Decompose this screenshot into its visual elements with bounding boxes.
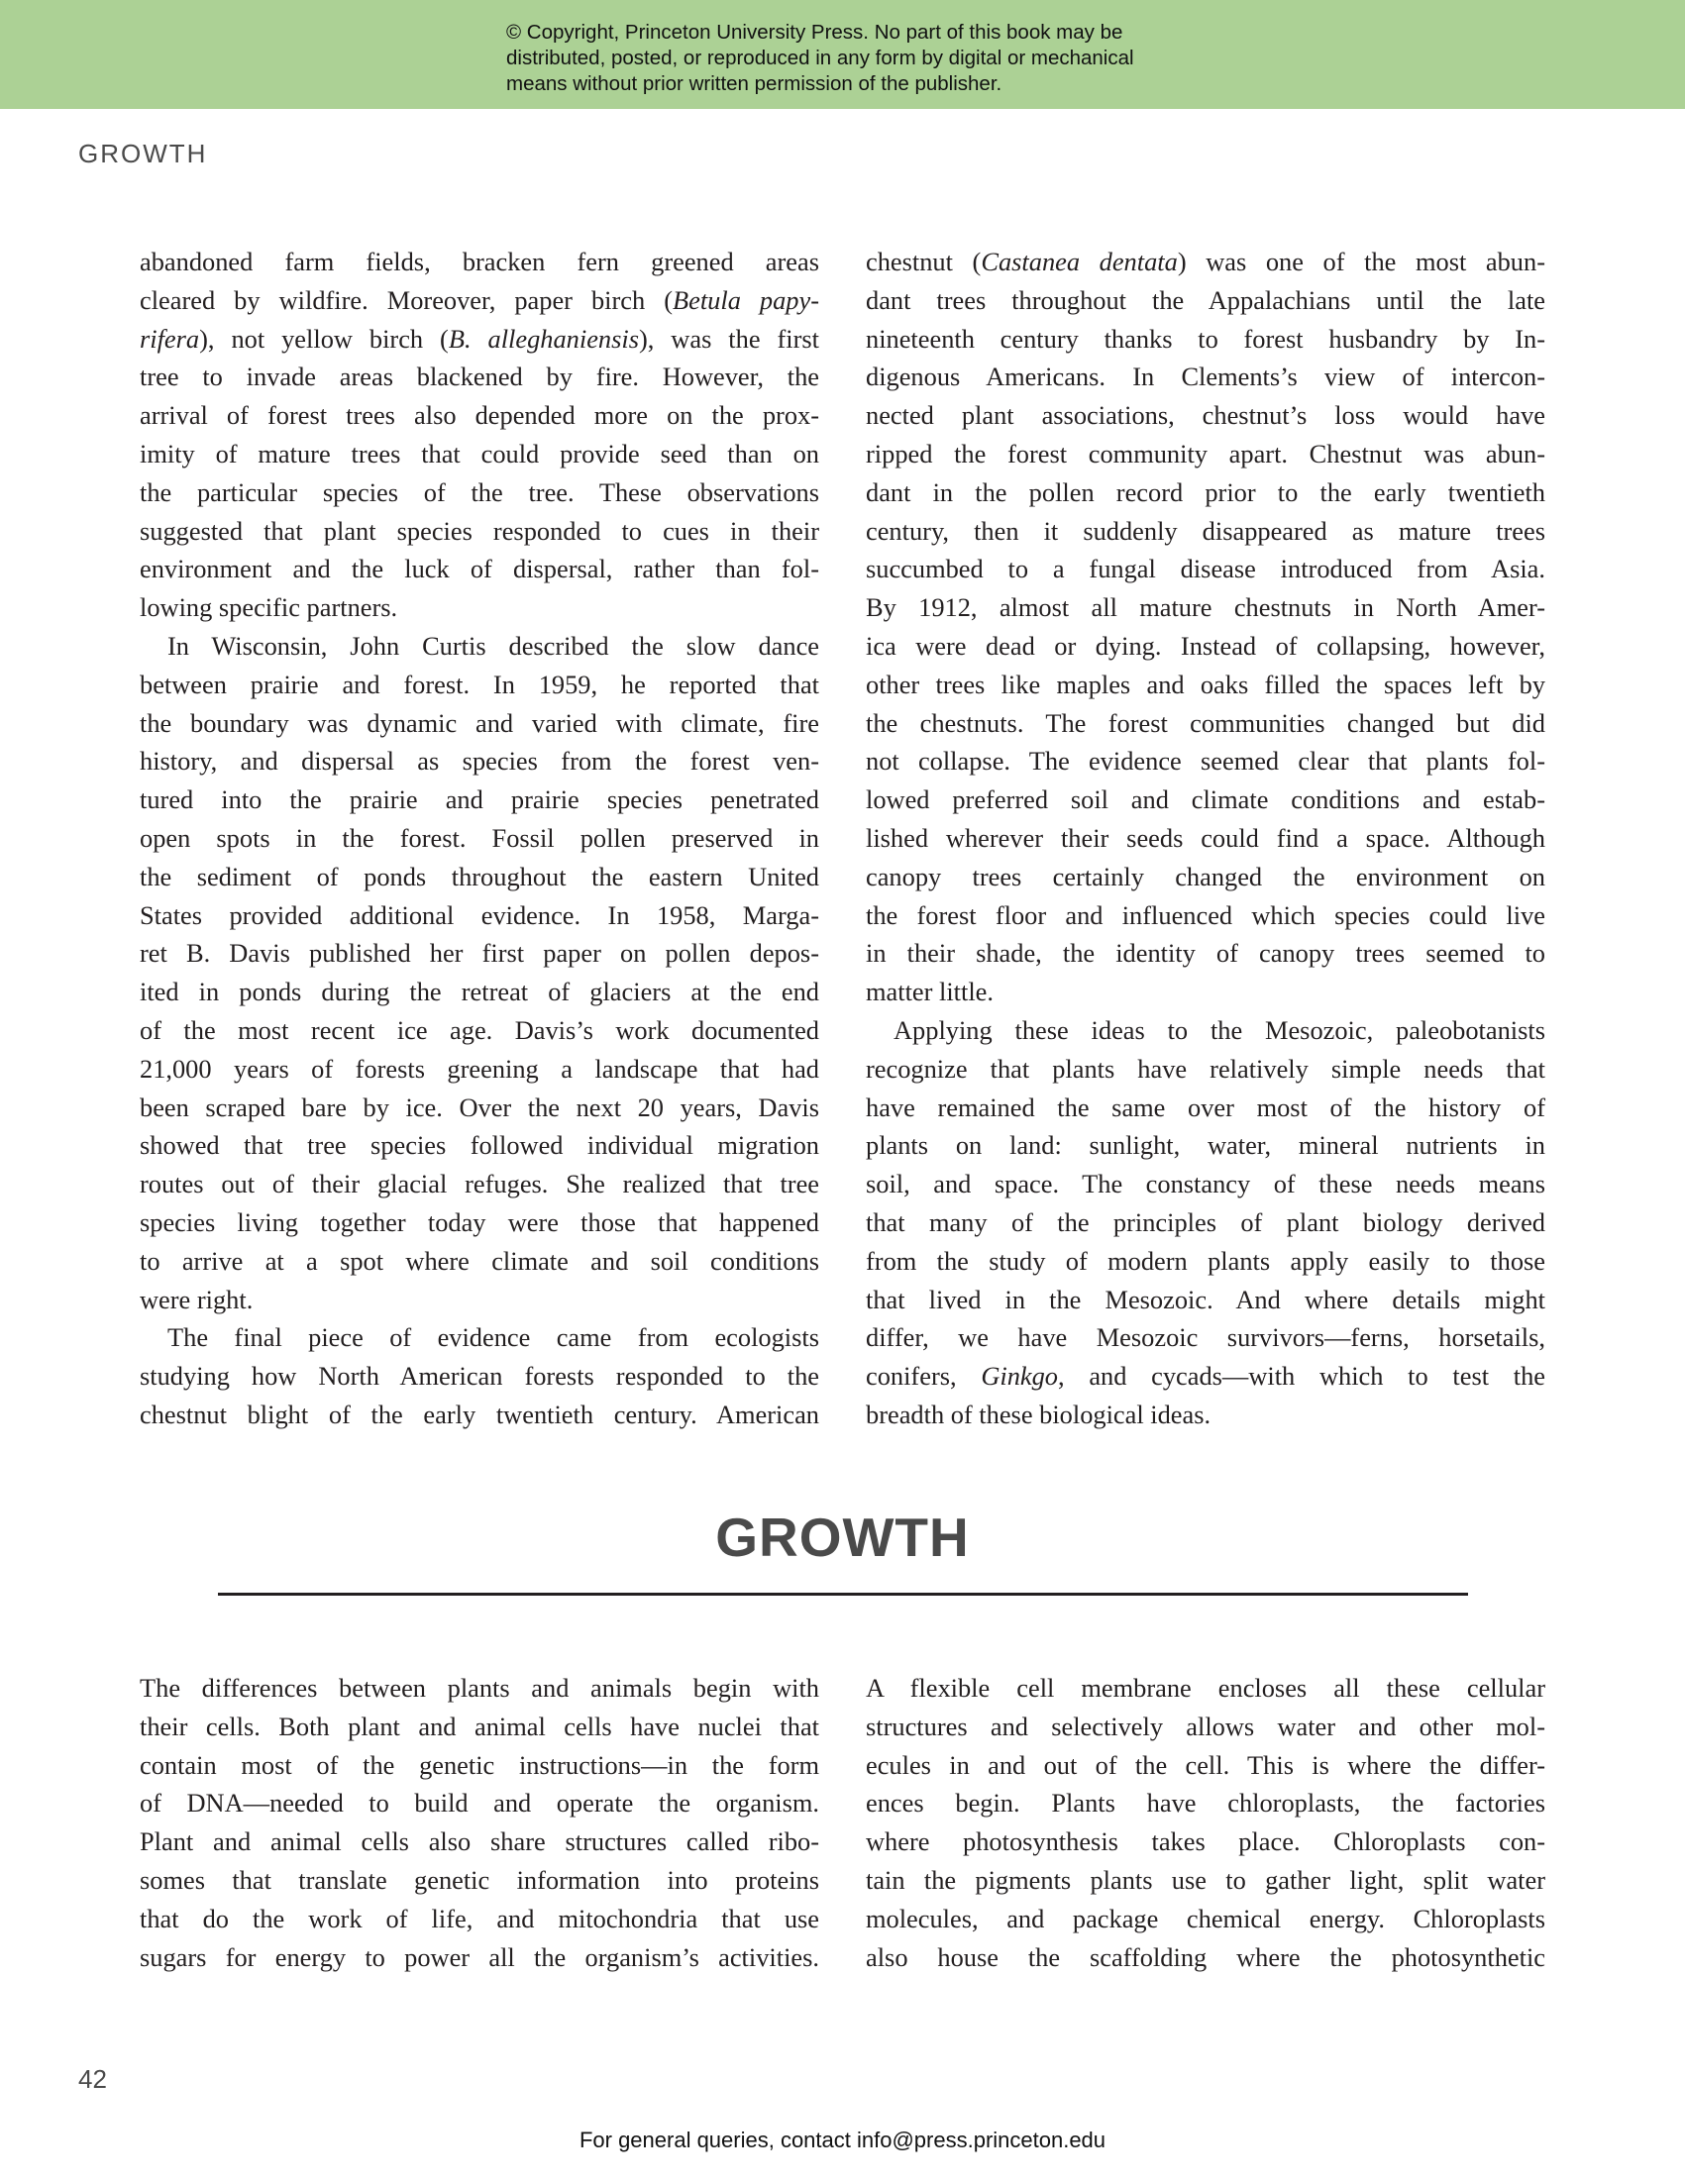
text-line: recognize that plants have relatively simple needs that [866, 1053, 1545, 1084]
text-line: that do the work of life, and mitochondria that use [140, 1903, 819, 1933]
text-line: dant trees throughout the Appalachians until the late [866, 284, 1545, 315]
text-line: plants on land: sunlight, water, mineral nutrients in [866, 1130, 1545, 1161]
paragraph [866, 243, 1545, 1011]
text-line: also house the scaffolding where the photosynthetic [866, 1941, 1545, 1972]
footer-contact: For general queries, contact info@press.princeton.edu [579, 2128, 1106, 2152]
species-name: B. alleghaniensis [448, 323, 639, 354]
text-line: between prairie and forest. In 1959, he reported that [140, 669, 819, 699]
text-run: ), was the first [638, 323, 819, 354]
text-line: have remained the same over most of the history of [866, 1092, 1545, 1122]
text-line: digenous Americans. In Clements’s view of intercon- [866, 362, 1545, 392]
text-line: where photosynthesis takes place. Chloroplasts con- [866, 1826, 1545, 1857]
text-line: suggested that plant species responded to cues in their [140, 515, 819, 546]
text-line: were right. [140, 1284, 254, 1314]
text-line: the forest floor and influenced which species could live [866, 899, 1545, 930]
text-line: soil, and space. The constancy of these needs means [866, 1169, 1545, 1199]
text-line: the particular species of the tree. These observations [140, 476, 819, 507]
text-line: structures and selectively allows water and other mol- [866, 1711, 1545, 1741]
text-line: of the most recent ice age. Davis’s work documented [140, 1014, 819, 1045]
paragraph [140, 243, 819, 627]
text-line: sugars for energy to power all the organism’s activities. [140, 1941, 819, 1972]
text-line: Applying these ideas to the Mesozoic, paleobotanists [894, 1014, 1545, 1045]
text-line: ited in ponds during the retreat of glaciers at the end [140, 977, 819, 1007]
text-line: been scraped bare by ice. Over the next 20 years, Davis [140, 1092, 819, 1122]
text-line: A flexible cell membrane encloses all these cellular [866, 1673, 1545, 1703]
text-line: lished wherever their seeds could find a space. Although [866, 822, 1545, 853]
text-line: matter little. [866, 977, 994, 1007]
species-name: Ginkgo [981, 1361, 1059, 1392]
text-line: succumbed to a fungal disease introduced from Asia. [866, 554, 1545, 584]
text-line: the sediment of ponds throughout the eastern United [140, 861, 819, 891]
copyright-line: © Copyright, Princeton University Press. No part of this book may be [506, 21, 1123, 44]
text-line: in their shade, the identity of canopy trees seemed to [866, 938, 1545, 969]
species-name: rifera [140, 323, 200, 354]
section-divider [218, 1593, 1468, 1596]
upper-right-column [866, 243, 1545, 1434]
text-line: contain most of the genetic instructions—in the form [140, 1749, 819, 1780]
text-line: ripped the forest community apart. Chestnut was abun- [866, 438, 1545, 468]
text-line: differ, we have Mesozoic survivors—ferns, horsetails, [866, 1322, 1545, 1353]
lower-left-column [140, 1669, 819, 1976]
text-line: The differences between plants and animals begin with [140, 1673, 819, 1703]
text-line: lowing specific partners. [140, 592, 398, 623]
paragraph [866, 1669, 1545, 1976]
text-line: ica were dead or dying. Instead of collapsing, however, [866, 630, 1545, 661]
text-line: lowed preferred soil and climate conditions and estab- [866, 784, 1545, 815]
text-line: nineteenth century thanks to forest husbandry by In- [866, 323, 1545, 354]
text-line: tured into the prairie and prairie species penetrated [140, 784, 819, 815]
text-line: the chestnuts. The forest communities changed but did [866, 707, 1545, 738]
text-line: studying how North American forests responded to the [140, 1361, 819, 1392]
text-run: ), not yellow birch ( [199, 323, 449, 354]
running-head: GROWTH [78, 139, 208, 168]
text-line: tain the pigments plants use to gather light, split water [866, 1864, 1545, 1895]
paragraph [866, 1011, 1545, 1434]
copyright-line: means without prior written permission of the publisher. [506, 72, 1002, 95]
upper-left-column [140, 243, 819, 1434]
text-line: States provided additional evidence. In 1958, Marga- [140, 899, 819, 930]
text-line: abandoned farm fields, bracken fern greened areas [140, 247, 819, 276]
copyright-notice [506, 20, 1219, 97]
text-line: imity of mature trees that could provide seed than on [140, 438, 819, 468]
text-line: that many of the principles of plant biology derived [866, 1206, 1545, 1237]
text-run: cleared by wildfire. Moreover, paper birch ( [140, 284, 674, 315]
paragraph [140, 1669, 819, 1976]
paragraph [140, 627, 819, 1318]
text-line: By 1912, almost all mature chestnuts in North Amer- [866, 592, 1545, 623]
text-line: environment and the luck of dispersal, rather than fol- [140, 554, 819, 584]
text-line: molecules, and package chemical energy. Chloroplasts [866, 1903, 1545, 1933]
text-line: 21,000 years of forests greening a landscape that had [140, 1053, 819, 1084]
text-line: arrival of forest trees also depended more on the prox- [140, 400, 819, 431]
text-line [140, 320, 819, 359]
text-run: chestnut ( [866, 247, 982, 276]
species-name: Betula papy- [673, 284, 820, 315]
text-line [140, 281, 819, 320]
text-line: that lived in the Mesozoic. And where details might [866, 1284, 1545, 1314]
text-line: open spots in the forest. Fossil pollen preserved in [140, 822, 819, 853]
text-line: to arrive at a spot where climate and soil conditions [140, 1245, 819, 1276]
text-line: of DNA—needed to build and operate the organism. [140, 1788, 819, 1819]
text-line: the boundary was dynamic and varied with climate, fire [140, 707, 819, 738]
text-line: history, and dispersal as species from the forest ven- [140, 746, 819, 777]
text-line: chestnut blight of the early twentieth century. American [140, 1399, 819, 1429]
text-line [866, 243, 1545, 281]
text-line: nected plant associations, chestnut’s loss would have [866, 400, 1545, 431]
section-heading: GROWTH [715, 1507, 970, 1568]
text-line [866, 1357, 1545, 1396]
text-line: their cells. Both plant and animal cells have nuclei that [140, 1711, 819, 1741]
text-line: dant in the pollen record prior to the early twentieth [866, 476, 1545, 507]
text-line: In Wisconsin, John Curtis described the slow dance [167, 630, 819, 661]
text-line: The final piece of evidence came from ecologists [167, 1322, 819, 1353]
text-line: not collapse. The evidence seemed clear that plants fol- [866, 746, 1545, 777]
text-run: , and cycads—with which to test the [1058, 1361, 1545, 1392]
text-line: tree to invade areas blackened by fire. However, the [140, 362, 819, 392]
text-line: breadth of these biological ideas. [866, 1399, 1211, 1429]
text-line: canopy trees certainly changed the environment on [866, 861, 1545, 891]
text-line: ret B. Davis published her first paper on pollen depos- [140, 938, 819, 969]
text-run: conifers, [866, 1361, 982, 1392]
text-line: showed that tree species followed individual migration [140, 1130, 819, 1161]
text-line: ecules in and out of the cell. This is where the differ- [866, 1749, 1545, 1780]
text-line: Plant and animal cells also share structures called ribo- [140, 1826, 819, 1857]
copyright-banner [0, 0, 1685, 109]
text-line: ences begin. Plants have chloroplasts, the factories [866, 1788, 1545, 1819]
lower-right-column [866, 1669, 1545, 1976]
text-line: somes that translate genetic information into proteins [140, 1864, 819, 1895]
text-line: routes out of their glacial refuges. She realized that tree [140, 1169, 819, 1199]
text-run: ) was one of the most abun- [1177, 247, 1545, 276]
text-line: from the study of modern plants apply easily to those [866, 1245, 1545, 1276]
paragraph [140, 1318, 819, 1433]
text-line: century, then it suddenly disappeared as mature trees [866, 515, 1545, 546]
species-name: Castanea dentata [981, 247, 1178, 276]
copyright-line: distributed, posted, or reproduced in any form by digital or mechanical [506, 47, 1134, 69]
page-number: 42 [78, 2064, 107, 2094]
text-line: other trees like maples and oaks filled the spaces left by [866, 669, 1545, 699]
text-line: species living together today were those that happened [140, 1206, 819, 1237]
